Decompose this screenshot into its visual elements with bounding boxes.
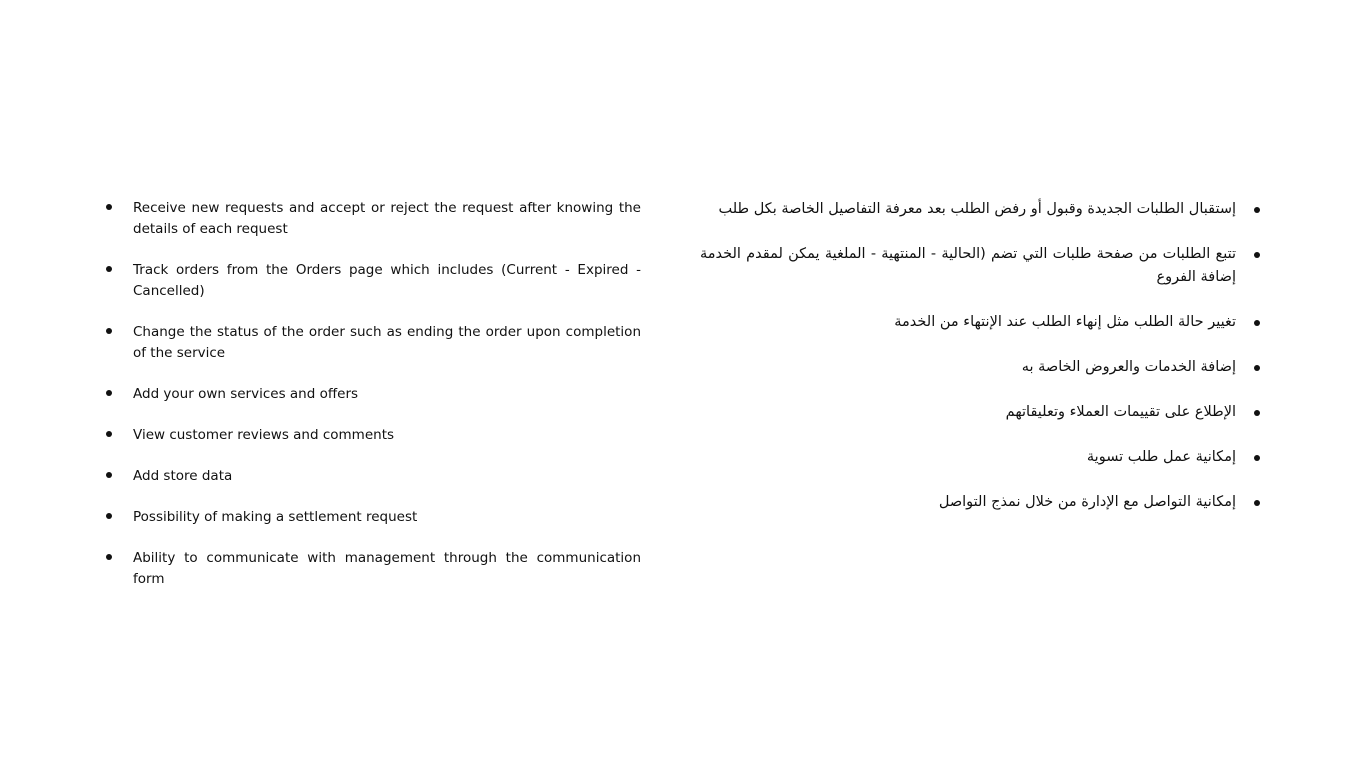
bullet-icon: [1254, 500, 1260, 506]
bullet-icon: [1254, 365, 1260, 371]
list-item: [700, 491, 1260, 514]
list-item-text: Ability to communicate with management through the communication form: [133, 550, 641, 587]
list-item: [106, 507, 641, 528]
bullet-icon: [1254, 410, 1260, 416]
list-item: [106, 322, 641, 364]
bullet-icon: [106, 266, 112, 272]
arabic-feature-list: [700, 198, 1260, 514]
list-item-text: Possibility of making a settlement request: [133, 509, 418, 525]
list-item-text: Receive new requests and accept or reject the request after knowing the details of each request: [133, 200, 641, 237]
bullet-icon: [106, 472, 112, 478]
bullet-icon: [1254, 455, 1260, 461]
list-item-text: تغيير حالة الطلب مثل إنهاء الطلب عند الإنتهاء من الخدمة: [894, 314, 1236, 330]
list-item-text: إستقبال الطلبات الجديدة وقبول أو رفض الطلب بعد معرفة التفاصيل الخاصة بكل طلب: [718, 201, 1236, 217]
english-feature-list: [106, 198, 641, 590]
list-item-text: Add your own services and offers: [133, 386, 359, 402]
list-item-text: Change the status of the order such as ending the order upon completion of the service: [133, 324, 641, 361]
list-item: [106, 548, 641, 590]
list-item: [700, 446, 1260, 469]
english-feature-column: [106, 198, 641, 610]
list-item-text: تتبع الطلبات من صفحة طلبات التي تضم (الحالية - المنتهية - الملغية يمكن لمقدم الخدمة إضافة الفروع: [700, 246, 1236, 285]
bullet-icon: [106, 513, 112, 519]
bullet-icon: [106, 390, 112, 396]
list-item: [106, 260, 641, 302]
list-item: [700, 198, 1260, 221]
list-item-text: إضافة الخدمات والعروض الخاصة به: [1021, 359, 1236, 375]
bullet-icon: [106, 554, 112, 560]
bullet-icon: [1254, 320, 1260, 326]
arabic-feature-column: [700, 198, 1260, 536]
bullet-icon: [106, 204, 112, 210]
bullet-icon: [106, 431, 112, 437]
list-item: [700, 311, 1260, 334]
list-item-text: الإطلاع على تقييمات العملاء وتعليقاتهم: [1005, 404, 1236, 420]
list-item-text: Track orders from the Orders page which includes (Current - Expired - Cancelled): [133, 262, 641, 299]
list-item-text: View customer reviews and comments: [133, 427, 395, 443]
list-item: [106, 198, 641, 240]
list-item-text: Add store data: [133, 468, 233, 484]
bullet-icon: [1254, 207, 1260, 213]
list-item: [700, 356, 1260, 379]
list-item: [106, 466, 641, 487]
list-item: [106, 384, 641, 405]
list-item-text: إمكانية عمل طلب تسوية: [1086, 449, 1236, 465]
list-item: [106, 425, 641, 446]
list-item: [700, 243, 1260, 289]
list-item: [700, 401, 1260, 424]
list-item-text: إمكانية التواصل مع الإدارة من خلال نمذج التواصل: [938, 494, 1236, 510]
bullet-icon: [106, 328, 112, 334]
bullet-icon: [1254, 252, 1260, 258]
